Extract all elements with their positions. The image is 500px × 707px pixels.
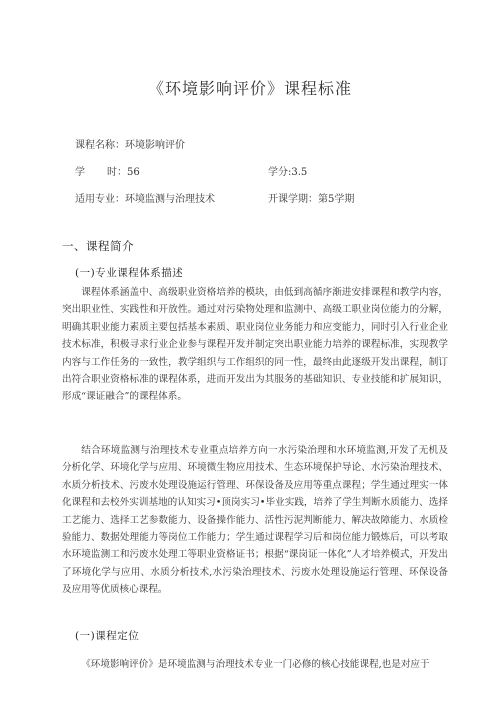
applicable-major: 适用专业：环境监测与治理技术 <box>75 194 215 205</box>
course-hours <box>75 163 140 178</box>
subsection-heading: (一)专业课程体系描述 <box>75 267 184 279</box>
section-heading: 一、课程简介 <box>62 239 134 253</box>
semester: 开课学期：第5学期 <box>268 194 355 205</box>
course-name: 课程名称：环境影响评价 <box>75 140 185 151</box>
document-title: 《环境影响评价》课程标准 <box>147 79 352 98</box>
course-credits: 学分:3.5 <box>268 167 308 178</box>
subsection-heading: (一)课程定位 <box>75 630 140 642</box>
course-hours-label-a: 学 <box>75 167 85 178</box>
paragraph: 结合环境监测与治理技术专业重点培养方向一水污染治理和水环境监测,开发了无机及分析化学、环境化学与应用、环境微生物应用技术、生态环境保护导论、水污染治理技术、水质分析技术、污废水处理设施运行管理、环保设备及应用等重点课程；学生通过理实一体化课程和去校外实训基地的认知实习•顶岗实习•毕业实践，培养了学生判断水质能力、选择工艺能力、选择工艺参数能力、设备操作能力、活性污泥判断能力、解决故障能力、水质检验能力、数据处理能力等岗位工作能力；学生通过课程学习后和岗位能力锻炼后，可以考取水环境监测工和污废水处理工等职业资格证书；根据“课岗证一体化”人才培养模式，开发出了环境化学与应用、水质分析技术,水污染治理技术、污废水处理设施运行管理、环保设备及应用等优质核心课程。 <box>62 445 448 596</box>
course-hours-label-b: 时：56 <box>107 167 140 178</box>
paragraph: 《环境影响评价》是环境监测与治理技术专业一门必修的核心技能课程,也是对应于 <box>81 659 430 670</box>
paragraph: 课程体系涵盖中、高级职业资格培养的模块，由低到高循序渐进安排课程和教学内容，突出职业性、实践性和开放性。通过对污染物处理和监测中、高级工职业岗位能力的分解，明确其职业能力素质主要包括基本素质、职业岗位业务能力和应变能力，同时引入行业企业技术标准，积极寻求行业企业参与课程开发并制定突出职业能力培养的课程标准，实现教学内容与工作任务的一致性，教学组织与工作组织的同一性，最终由此逐级开发出课程，制订出符合职业资格标准的课程体系，进而开发出为其服务的基础知识、专业技能和扩展知识，形成“课证融合”的课程体系。 <box>62 287 448 403</box>
